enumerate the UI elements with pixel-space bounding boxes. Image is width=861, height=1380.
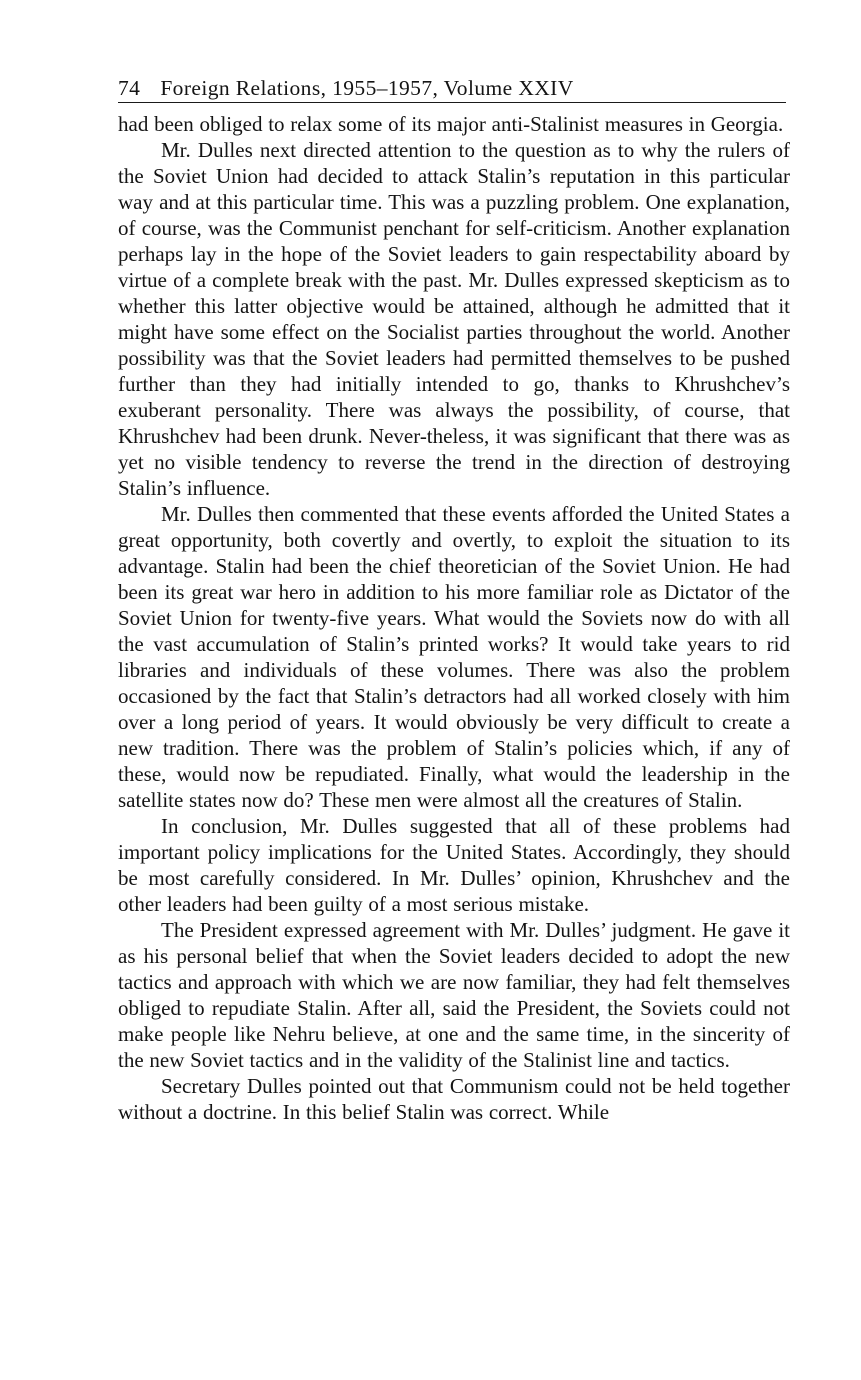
volume-title: Foreign Relations, 1955–1957, Volume XXIV: [160, 76, 574, 100]
running-header: [118, 76, 786, 103]
body-text: [118, 111, 790, 1125]
paragraph-continuation: had been obliged to relax some of its major anti-Stalinist measures in Georgia.: [118, 112, 784, 136]
paragraph: The President expressed agreement with Mr. Dulles’ judgment. He gave it as his personal belief that when the Soviet leaders decided to adopt the new tactics and approach with which we are now familiar, they had felt themselves obliged to repudiate Stalin. After all, said the President, the Soviets could not make people like Nehru believe, at one and the same time, in the sincerity of the new Soviet tactics and in the validity of the Stalinist line and tactics.: [118, 918, 790, 1072]
document-page: [118, 76, 790, 1125]
page-number: 74: [118, 76, 141, 100]
paragraph: Mr. Dulles then commented that these events afforded the United States a great opportunity, both covertly and overtly, to exploit the situation to its advantage. Stalin had been the chief theoretician of the Soviet Union. He had been its great war hero in addition to his more familiar role as Dictator of the Soviet Union for twenty-five years. What would the Soviets now do with all the vast accumulation of Stalin’s printed works? It would take years to rid libraries and individuals of these volumes. There was also the problem occasioned by the fact that Stalin’s detractors had all worked closely with him over a long period of years. It would obviously be very difficult to create a new tradition. There was the problem of Stalin’s policies which, if any of these, would now be repudiated. Finally, what would the leadership in the satellite states now do? These men were almost all the creatures of Stalin.: [118, 502, 790, 812]
paragraph: Secretary Dulles pointed out that Communism could not be held together without a doctrine. In this belief Stalin was correct. While: [118, 1074, 790, 1124]
paragraph: In conclusion, Mr. Dulles suggested that all of these problems had important policy implications for the United States. Accordingly, they should be most carefully considered. In Mr. Dulles’ opinion, Khrushchev and the other leaders had been guilty of a most serious mistake.: [118, 814, 790, 916]
paragraph: Mr. Dulles next directed attention to the question as to why the rulers of the Soviet Union had decided to attack Stalin’s reputation in this particular way and at this particular time. This was a puzzling problem. One explanation, of course, was the Communist penchant for self-criticism. Another explanation perhaps lay in the hope of the Soviet leaders to gain respectability aboard by virtue of a complete break with the past. Mr. Dulles expressed skepticism as to whether this latter objective would be attained, although he admitted that it might have some effect on the Socialist parties throughout the world. Another possibility was that the Soviet leaders had permitted themselves to be pushed further than they had initially intended to go, thanks to Khrushchev’s exuberant personality. There was always the possibility, of course, that Khrushchev had been drunk. Never-theless, it was significant that there was as yet no visible tendency to reverse the trend in the direction of destroying Stalin’s influence.: [118, 138, 790, 500]
